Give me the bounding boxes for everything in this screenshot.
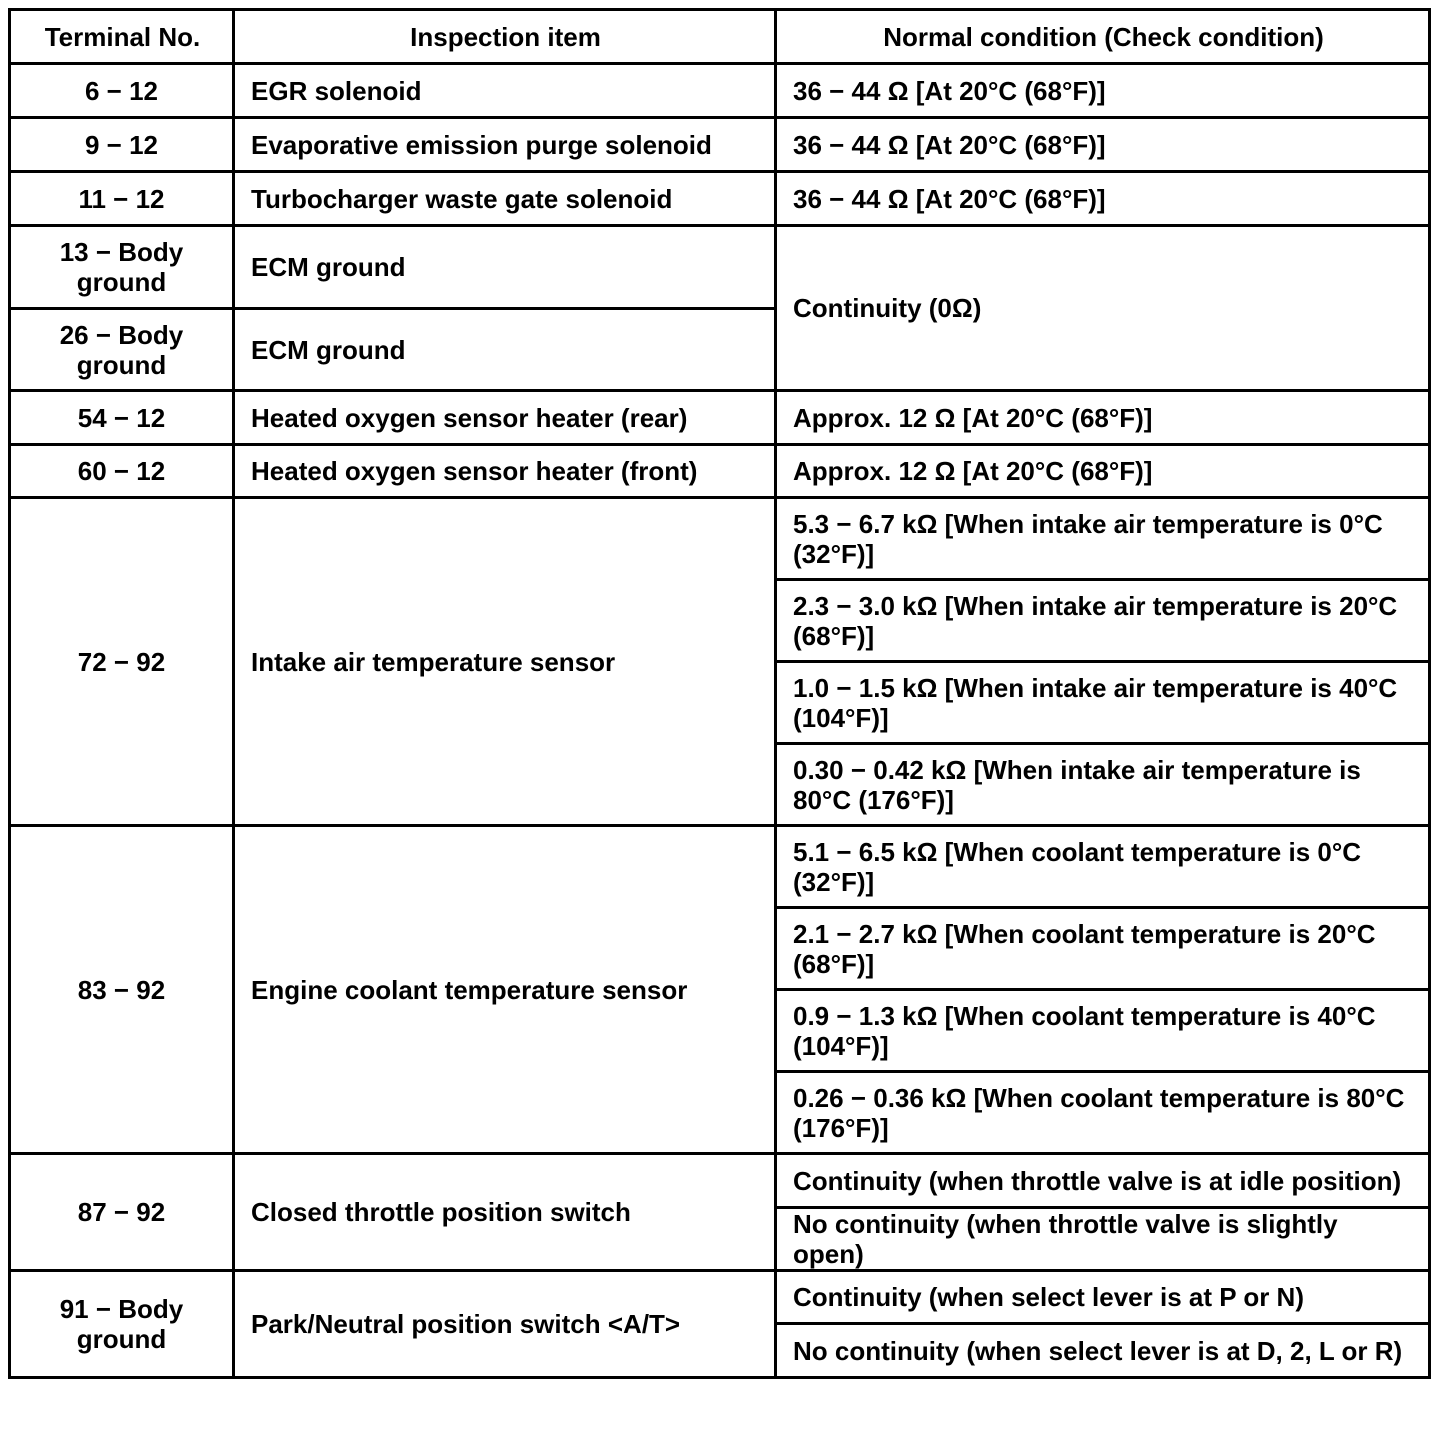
terminal-cell: 6 − 12 (10, 64, 234, 118)
condition-cell: 2.3 − 3.0 kΩ [When intake air temperature is 20°C (68°F)] (776, 580, 1430, 662)
terminal-cell: 83 − 92 (10, 826, 234, 1154)
terminal-inspection-sheet (8, 8, 1431, 1379)
condition-cell: 0.9 − 1.3 kΩ [When coolant temperature is 40°C (104°F)] (776, 990, 1430, 1072)
inspection-item-cell: Heated oxygen sensor heater (rear) (234, 391, 776, 445)
condition-cell: 2.1 − 2.7 kΩ [When coolant temperature is 20°C (68°F)] (776, 908, 1430, 990)
table-row (10, 445, 1430, 498)
condition-cell: Continuity (when select lever is at P or N) (776, 1271, 1430, 1324)
terminal-inspection-table (8, 8, 1431, 1379)
condition-cell: 36 − 44 Ω [At 20°C (68°F)] (776, 172, 1430, 226)
header-inspection-item: Inspection item (234, 10, 776, 64)
condition-cell: Approx. 12 Ω [At 20°C (68°F)] (776, 391, 1430, 445)
condition-cell: No continuity (when throttle valve is slightly open) (776, 1208, 1430, 1271)
table-row (10, 1271, 1430, 1324)
condition-cell: 5.3 − 6.7 kΩ [When intake air temperature is 0°C (32°F)] (776, 498, 1430, 580)
inspection-item-cell: Evaporative emission purge solenoid (234, 118, 776, 172)
terminal-cell: 13 − Body ground (10, 226, 234, 309)
condition-cell: 1.0 − 1.5 kΩ [When intake air temperature is 40°C (104°F)] (776, 662, 1430, 744)
terminal-cell: 91 − Body ground (10, 1271, 234, 1378)
inspection-item-cell: Intake air temperature sensor (234, 498, 776, 826)
terminal-cell: 60 − 12 (10, 445, 234, 498)
terminal-cell: 72 − 92 (10, 498, 234, 826)
table-row (10, 118, 1430, 172)
terminal-cell: 87 − 92 (10, 1154, 234, 1271)
table-row (10, 391, 1430, 445)
table-row (10, 172, 1430, 226)
inspection-item-cell: Engine coolant temperature sensor (234, 826, 776, 1154)
terminal-cell: 54 − 12 (10, 391, 234, 445)
table-row (10, 226, 1430, 309)
table-row (10, 498, 1430, 580)
inspection-item-cell: ECM ground (234, 226, 776, 309)
table-row (10, 826, 1430, 908)
inspection-item-cell: Closed throttle position switch (234, 1154, 776, 1271)
condition-cell: 0.26 − 0.36 kΩ [When coolant temperature is 80°C (176°F)] (776, 1072, 1430, 1154)
condition-cell: Approx. 12 Ω [At 20°C (68°F)] (776, 445, 1430, 498)
condition-cell: 0.30 − 0.42 kΩ [When intake air temperature is 80°C (176°F)] (776, 744, 1430, 826)
table-header-row (10, 10, 1430, 64)
inspection-item-cell: Park/Neutral position switch <A/T> (234, 1271, 776, 1378)
terminal-cell: 26 − Body ground (10, 309, 234, 391)
inspection-item-cell: EGR solenoid (234, 64, 776, 118)
inspection-item-cell: Heated oxygen sensor heater (front) (234, 445, 776, 498)
table-row (10, 1154, 1430, 1208)
header-normal-condition: Normal condition (Check condition) (776, 10, 1430, 64)
inspection-item-cell: Turbocharger waste gate solenoid (234, 172, 776, 226)
condition-cell: 36 − 44 Ω [At 20°C (68°F)] (776, 64, 1430, 118)
inspection-item-cell: ECM ground (234, 309, 776, 391)
condition-cell: 36 − 44 Ω [At 20°C (68°F)] (776, 118, 1430, 172)
condition-cell-ecm-ground: Continuity (0Ω) (776, 226, 1430, 391)
header-terminal-no: Terminal No. (10, 10, 234, 64)
condition-cell: Continuity (when throttle valve is at idle position) (776, 1154, 1430, 1208)
terminal-cell: 9 − 12 (10, 118, 234, 172)
terminal-cell: 11 − 12 (10, 172, 234, 226)
condition-cell: No continuity (when select lever is at D, 2, L or R) (776, 1324, 1430, 1378)
table-row (10, 64, 1430, 118)
condition-cell: 5.1 − 6.5 kΩ [When coolant temperature is 0°C (32°F)] (776, 826, 1430, 908)
